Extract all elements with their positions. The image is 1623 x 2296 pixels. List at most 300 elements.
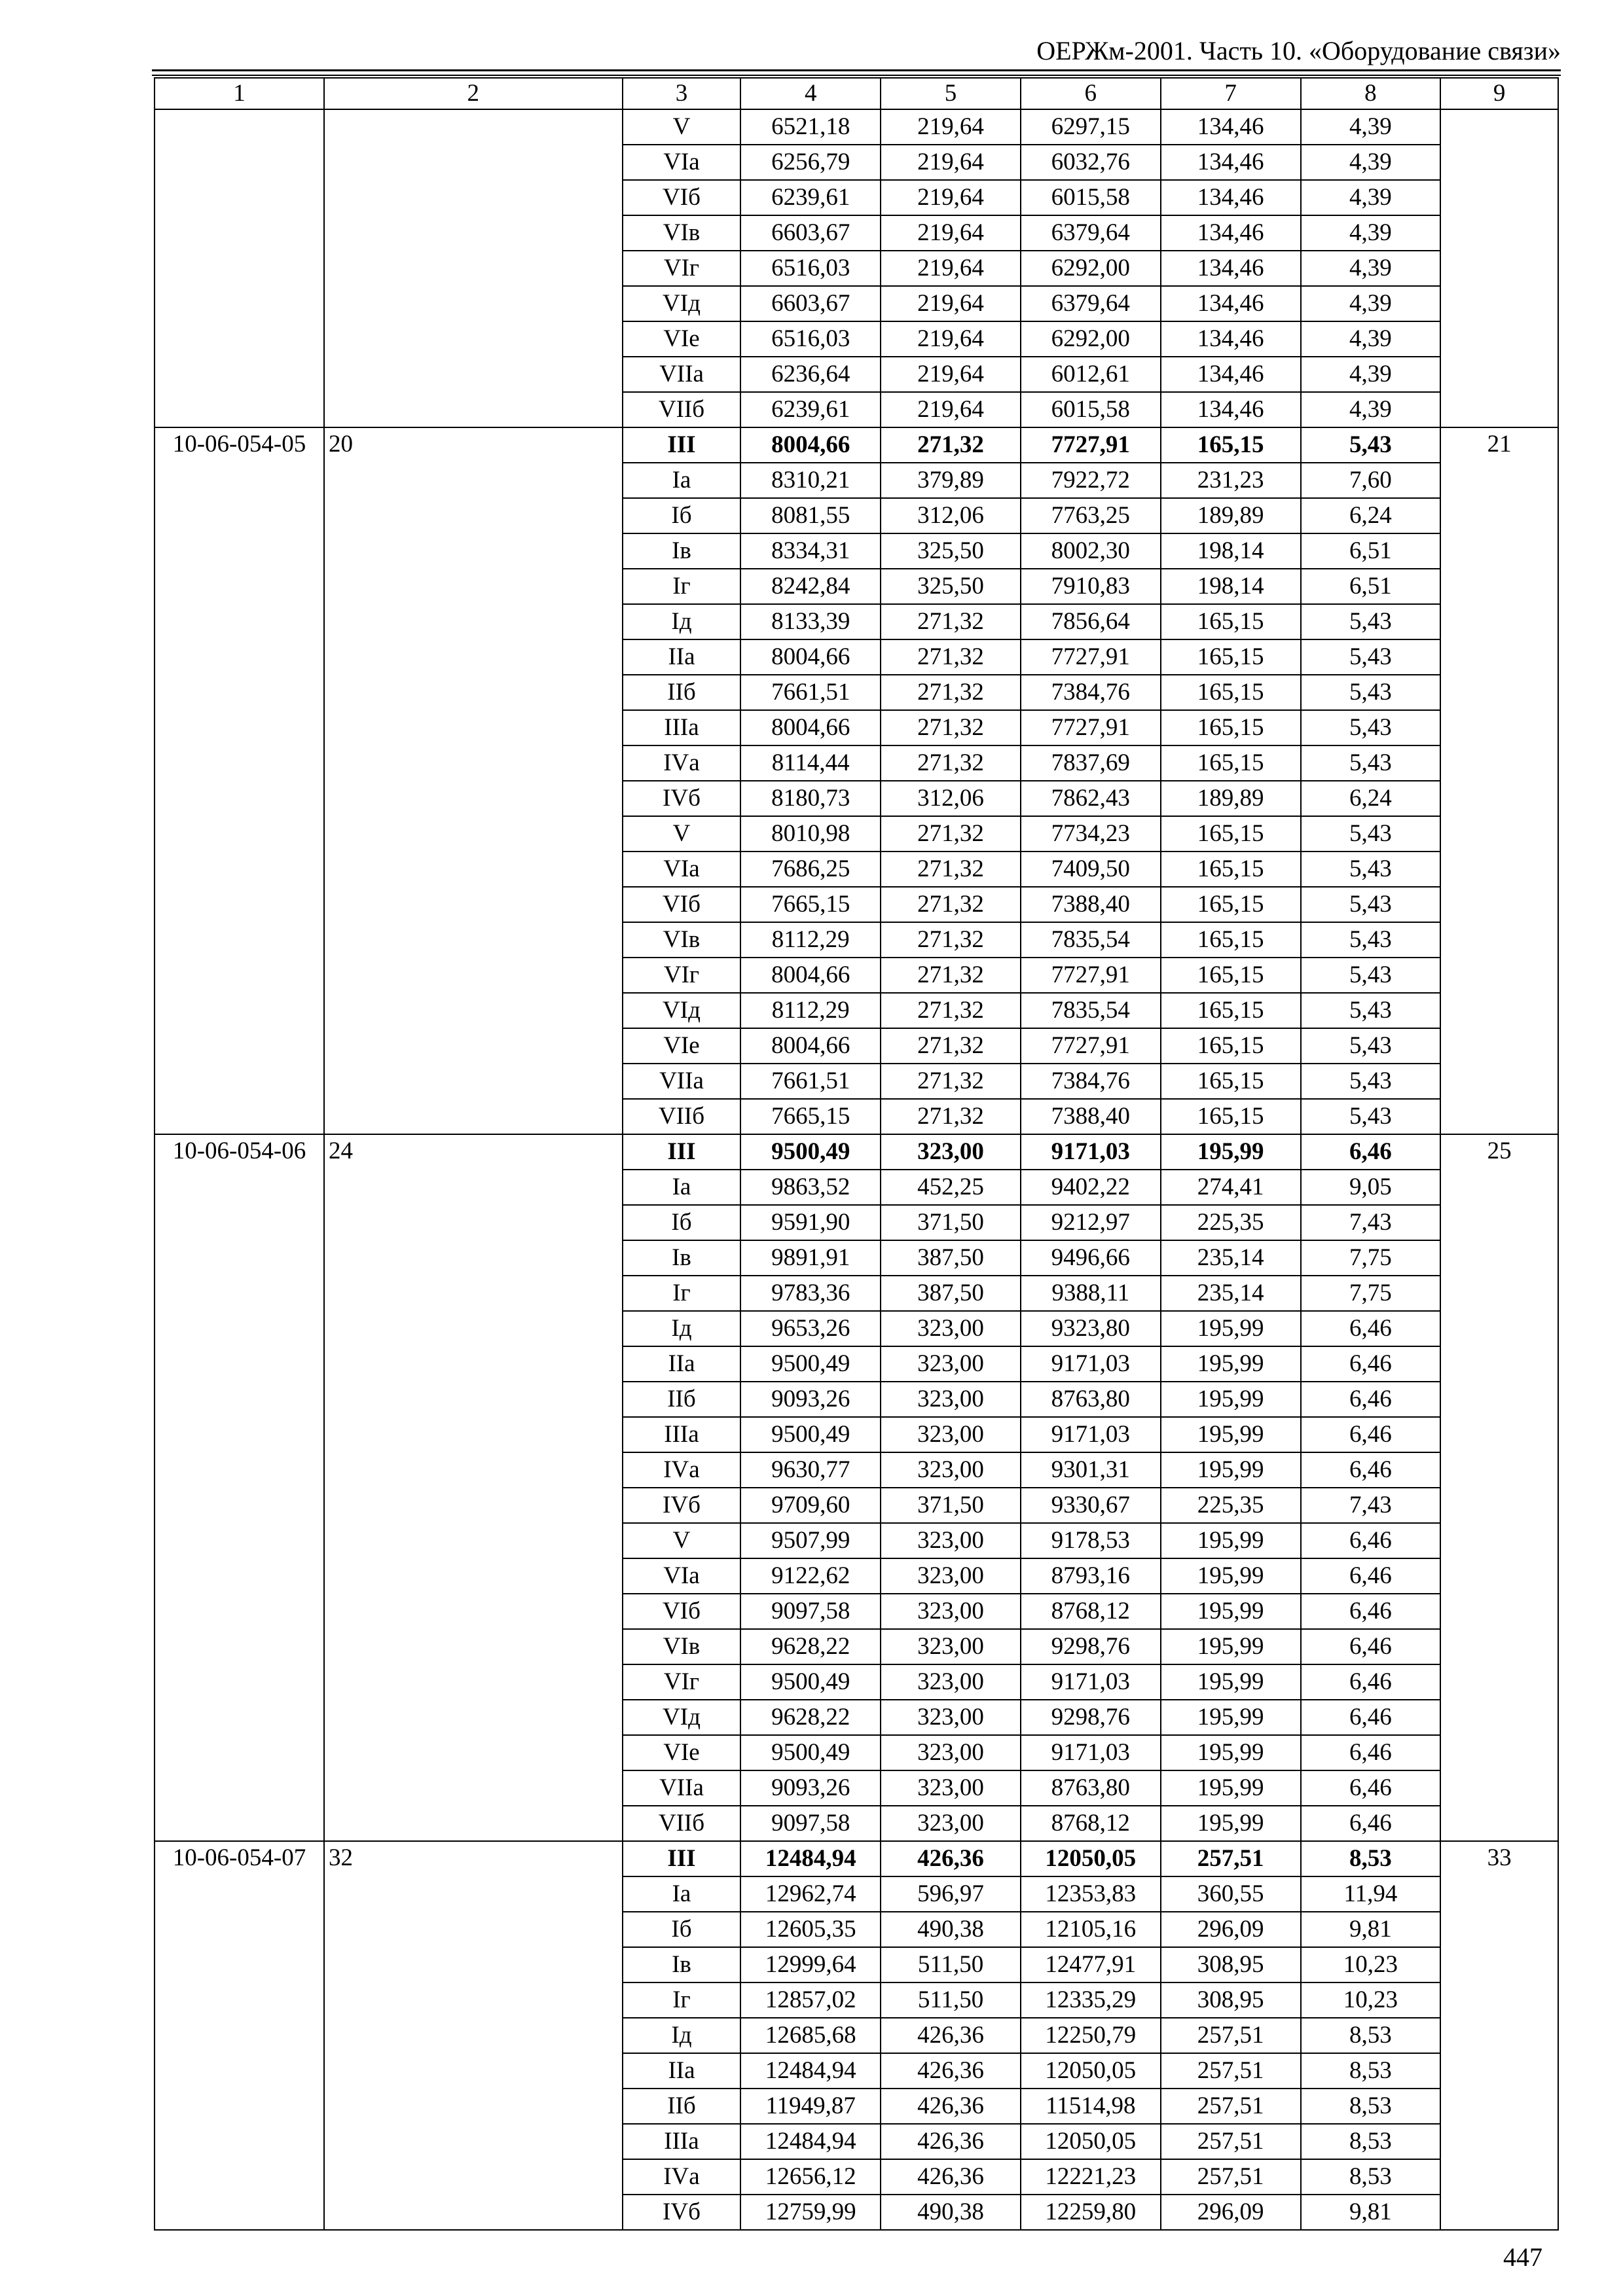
value-cell: 195,99 (1161, 1664, 1301, 1700)
value-cell: 9171,03 (1021, 1664, 1161, 1700)
value-cell: 5,43 (1301, 922, 1441, 958)
zone-cell: VIб (623, 1594, 741, 1629)
value-cell: 9630,77 (740, 1452, 881, 1488)
page-number: 447 (1503, 2242, 1542, 2272)
column-header: 9 (1440, 78, 1558, 109)
value-cell: 323,00 (881, 1523, 1021, 1558)
value-cell: 8,53 (1301, 1841, 1441, 1876)
value-cell: 5,43 (1301, 639, 1441, 675)
value-cell: 323,00 (881, 1700, 1021, 1735)
value-cell: 4,39 (1301, 357, 1441, 392)
value-cell: 8310,21 (740, 463, 881, 498)
value-cell: 165,15 (1161, 816, 1301, 852)
value-cell: 511,50 (881, 1947, 1021, 1982)
value-cell: 7,60 (1301, 463, 1441, 498)
table-row (155, 427, 1558, 463)
value-cell: 12656,12 (740, 2159, 881, 2195)
column-header: 4 (740, 78, 881, 109)
value-cell: 8010,98 (740, 816, 881, 852)
value-cell: 12050,05 (1021, 2124, 1161, 2159)
value-cell: 5,43 (1301, 958, 1441, 993)
value-cell: 8004,66 (740, 427, 881, 463)
value-cell: 5,43 (1301, 675, 1441, 710)
value-cell: 323,00 (881, 1735, 1021, 1770)
value-cell: 165,15 (1161, 639, 1301, 675)
value-cell: 165,15 (1161, 675, 1301, 710)
value-cell: 5,43 (1301, 427, 1441, 463)
value-cell: 426,36 (881, 2159, 1021, 2195)
value-cell: 271,32 (881, 922, 1021, 958)
table-row (155, 1841, 1558, 1876)
value-cell: 6,46 (1301, 1629, 1441, 1664)
value-cell: 4,39 (1301, 215, 1441, 251)
value-cell: 8793,16 (1021, 1558, 1161, 1594)
value-cell: 9097,58 (740, 1594, 881, 1629)
value-cell: 8242,84 (740, 569, 881, 604)
value-cell: 165,15 (1161, 852, 1301, 887)
rate-code-cell: 10-06-054-07 (155, 1841, 324, 2230)
value-cell: 165,15 (1161, 1099, 1301, 1134)
value-cell: 323,00 (881, 1558, 1021, 1594)
value-cell: 8002,30 (1021, 533, 1161, 569)
value-cell: 6379,64 (1021, 286, 1161, 321)
value-cell: 9653,26 (740, 1311, 881, 1346)
value-cell: 219,64 (881, 321, 1021, 357)
value-cell: 7727,91 (1021, 1028, 1161, 1064)
zone-cell: VIа (623, 852, 741, 887)
zone-cell: IVа (623, 745, 741, 781)
value-cell: 6239,61 (740, 392, 881, 427)
column-header: 7 (1161, 78, 1301, 109)
value-cell: 5,43 (1301, 745, 1441, 781)
unit-cell: 32 (324, 1841, 623, 2230)
value-cell: 9178,53 (1021, 1523, 1161, 1558)
zone-cell: VIб (623, 180, 741, 215)
value-cell: 271,32 (881, 958, 1021, 993)
value-cell: 6292,00 (1021, 321, 1161, 357)
value-cell: 195,99 (1161, 1629, 1301, 1664)
value-cell: 8133,39 (740, 604, 881, 639)
value-cell: 4,39 (1301, 251, 1441, 286)
value-cell: 9097,58 (740, 1806, 881, 1841)
value-cell: 6379,64 (1021, 215, 1161, 251)
value-cell: 134,46 (1161, 109, 1301, 145)
value-cell: 6,46 (1301, 1452, 1441, 1488)
zone-cell: VIв (623, 215, 741, 251)
value-cell: 134,46 (1161, 286, 1301, 321)
value-cell: 12605,35 (740, 1912, 881, 1947)
value-cell: 7409,50 (1021, 852, 1161, 887)
value-cell: 165,15 (1161, 887, 1301, 922)
value-cell: 12857,02 (740, 1982, 881, 2018)
value-cell: 9591,90 (740, 1205, 881, 1240)
value-cell: 8,53 (1301, 2124, 1441, 2159)
value-cell: 8004,66 (740, 958, 881, 993)
value-cell: 219,64 (881, 180, 1021, 215)
value-cell: 12259,80 (1021, 2195, 1161, 2230)
value-cell: 6236,64 (740, 357, 881, 392)
value-cell: 134,46 (1161, 145, 1301, 180)
value-cell: 7910,83 (1021, 569, 1161, 604)
column-header: 5 (881, 78, 1021, 109)
zone-cell: IVа (623, 1452, 741, 1488)
value-cell: 12221,23 (1021, 2159, 1161, 2195)
zone-cell: VIа (623, 145, 741, 180)
zone-cell: IIа (623, 1346, 741, 1382)
zone-cell: Iв (623, 1947, 741, 1982)
value-cell: 9500,49 (740, 1417, 881, 1452)
value-cell: 387,50 (881, 1276, 1021, 1311)
zone-cell: VIе (623, 1028, 741, 1064)
value-cell: 12050,05 (1021, 2053, 1161, 2089)
value-cell: 7665,15 (740, 1099, 881, 1134)
value-cell: 9388,11 (1021, 1276, 1161, 1311)
value-cell: 323,00 (881, 1346, 1021, 1382)
value-cell: 10,23 (1301, 1982, 1441, 2018)
zone-cell: IVб (623, 2195, 741, 2230)
column-header: 2 (324, 78, 623, 109)
column-header: 6 (1021, 78, 1161, 109)
value-cell: 6516,03 (740, 251, 881, 286)
value-cell: 195,99 (1161, 1417, 1301, 1452)
value-cell: 511,50 (881, 1982, 1021, 2018)
value-cell: 8112,29 (740, 922, 881, 958)
value-cell: 452,25 (881, 1170, 1021, 1205)
value-cell: 5,43 (1301, 604, 1441, 639)
value-cell: 426,36 (881, 1841, 1021, 1876)
value-cell: 12484,94 (740, 2124, 881, 2159)
value-cell: 219,64 (881, 286, 1021, 321)
value-cell: 5,43 (1301, 816, 1441, 852)
zone-cell: VIIа (623, 1064, 741, 1099)
value-cell: 5,43 (1301, 1064, 1441, 1099)
value-cell: 323,00 (881, 1770, 1021, 1806)
zone-cell: VIг (623, 1664, 741, 1700)
value-cell: 4,39 (1301, 145, 1441, 180)
value-cell: 8768,12 (1021, 1594, 1161, 1629)
value-cell: 6,46 (1301, 1558, 1441, 1594)
value-cell: 9301,31 (1021, 1452, 1161, 1488)
unit-cell: 20 (324, 427, 623, 1134)
value-cell: 8180,73 (740, 781, 881, 816)
value-cell: 9212,97 (1021, 1205, 1161, 1240)
value-cell: 6015,58 (1021, 180, 1161, 215)
value-cell: 7,75 (1301, 1240, 1441, 1276)
value-cell: 257,51 (1161, 2089, 1301, 2124)
value-cell: 195,99 (1161, 1594, 1301, 1629)
page-header-title: ОЕРЖм-2001. Часть 10. «Оборудование связи» (1036, 36, 1561, 65)
zone-cell: III (623, 1134, 741, 1170)
value-cell: 325,50 (881, 533, 1021, 569)
zone-cell: VIе (623, 1735, 741, 1770)
zone-cell: Iа (623, 1170, 741, 1205)
value-cell: 189,89 (1161, 781, 1301, 816)
value-cell: 9891,91 (740, 1240, 881, 1276)
column-header: 1 (155, 78, 324, 109)
zone-cell: VIв (623, 1629, 741, 1664)
value-cell: 9709,60 (740, 1488, 881, 1523)
zone-cell: Iб (623, 498, 741, 533)
zone-cell: VIе (623, 321, 741, 357)
value-cell: 235,14 (1161, 1276, 1301, 1311)
value-cell: 7661,51 (740, 1064, 881, 1099)
value-cell: 9298,76 (1021, 1700, 1161, 1735)
value-cell: 257,51 (1161, 2053, 1301, 2089)
table-row (155, 1134, 1558, 1170)
value-cell: 12759,99 (740, 2195, 881, 2230)
zone-cell: IVб (623, 1488, 741, 1523)
rate-code-cell (155, 109, 324, 427)
value-cell: 308,95 (1161, 1982, 1301, 2018)
zone-cell: VIг (623, 958, 741, 993)
value-cell: 9171,03 (1021, 1417, 1161, 1452)
value-cell: 6292,00 (1021, 251, 1161, 286)
value-cell: 6521,18 (740, 109, 881, 145)
value-cell: 271,32 (881, 816, 1021, 852)
value-cell: 7686,25 (740, 852, 881, 887)
zone-cell: IIIа (623, 710, 741, 745)
value-cell: 257,51 (1161, 2018, 1301, 2053)
value-cell: 195,99 (1161, 1770, 1301, 1806)
value-cell: 6,51 (1301, 533, 1441, 569)
value-cell: 312,06 (881, 781, 1021, 816)
value-cell: 9500,49 (740, 1346, 881, 1382)
zone-cell: III (623, 427, 741, 463)
value-cell: 490,38 (881, 1912, 1021, 1947)
zone-cell: Iг (623, 1276, 741, 1311)
value-cell: 271,32 (881, 427, 1021, 463)
column-header: 8 (1301, 78, 1441, 109)
value-cell: 9628,22 (740, 1700, 881, 1735)
value-cell: 8081,55 (740, 498, 881, 533)
zone-cell: V (623, 109, 741, 145)
value-cell: 12250,79 (1021, 2018, 1161, 2053)
zone-cell: Iа (623, 463, 741, 498)
value-cell: 165,15 (1161, 958, 1301, 993)
value-cell: 6032,76 (1021, 145, 1161, 180)
value-cell: 5,43 (1301, 993, 1441, 1028)
unit-cell: 24 (324, 1134, 623, 1841)
value-cell: 195,99 (1161, 1806, 1301, 1841)
table-body (155, 109, 1558, 2230)
value-cell: 189,89 (1161, 498, 1301, 533)
value-cell: 134,46 (1161, 357, 1301, 392)
zone-cell: VIIб (623, 1806, 741, 1841)
value-cell: 8763,80 (1021, 1770, 1161, 1806)
value-cell: 9323,80 (1021, 1311, 1161, 1346)
value-cell: 426,36 (881, 2124, 1021, 2159)
value-cell: 12962,74 (740, 1876, 881, 1912)
value-cell: 9402,22 (1021, 1170, 1161, 1205)
value-cell: 165,15 (1161, 710, 1301, 745)
value-cell: 325,50 (881, 569, 1021, 604)
value-cell: 7734,23 (1021, 816, 1161, 852)
value-cell: 6,46 (1301, 1311, 1441, 1346)
value-cell: 426,36 (881, 2053, 1021, 2089)
column-number-row (155, 78, 1558, 109)
column-9-cell (1440, 109, 1558, 427)
value-cell: 7,43 (1301, 1488, 1441, 1523)
value-cell: 7837,69 (1021, 745, 1161, 781)
value-cell: 8334,31 (740, 533, 881, 569)
value-cell: 6,46 (1301, 1346, 1441, 1382)
value-cell: 8,53 (1301, 2018, 1441, 2053)
value-cell: 12484,94 (740, 1841, 881, 1876)
value-cell: 219,64 (881, 392, 1021, 427)
value-cell: 6603,67 (740, 215, 881, 251)
value-cell: 257,51 (1161, 1841, 1301, 1876)
value-cell: 195,99 (1161, 1134, 1301, 1170)
value-cell: 6516,03 (740, 321, 881, 357)
value-cell: 6,46 (1301, 1594, 1441, 1629)
value-cell: 7727,91 (1021, 958, 1161, 993)
value-cell: 12353,83 (1021, 1876, 1161, 1912)
value-cell: 6603,67 (740, 286, 881, 321)
zone-cell: Iб (623, 1912, 741, 1947)
value-cell: 596,97 (881, 1876, 1021, 1912)
value-cell: 5,43 (1301, 887, 1441, 922)
value-cell: 4,39 (1301, 321, 1441, 357)
value-cell: 6,46 (1301, 1664, 1441, 1700)
zone-cell: VIIб (623, 392, 741, 427)
zone-cell: VIд (623, 1700, 741, 1735)
value-cell: 10,23 (1301, 1947, 1441, 1982)
value-cell: 219,64 (881, 109, 1021, 145)
value-cell: 323,00 (881, 1806, 1021, 1841)
value-cell: 379,89 (881, 463, 1021, 498)
value-cell: 6,24 (1301, 498, 1441, 533)
value-cell: 7384,76 (1021, 1064, 1161, 1099)
value-cell: 6015,58 (1021, 392, 1161, 427)
value-cell: 165,15 (1161, 922, 1301, 958)
value-cell: 195,99 (1161, 1523, 1301, 1558)
value-cell: 371,50 (881, 1205, 1021, 1240)
value-cell: 271,32 (881, 675, 1021, 710)
value-cell: 11,94 (1301, 1876, 1441, 1912)
value-cell: 12484,94 (740, 2053, 881, 2089)
value-cell: 12685,68 (740, 2018, 881, 2053)
value-cell: 8004,66 (740, 1028, 881, 1064)
value-cell: 5,43 (1301, 710, 1441, 745)
value-cell: 8768,12 (1021, 1806, 1161, 1841)
zone-cell: VIд (623, 993, 741, 1028)
value-cell: 7835,54 (1021, 922, 1161, 958)
value-cell: 426,36 (881, 2089, 1021, 2124)
value-cell: 165,15 (1161, 1028, 1301, 1064)
value-cell: 195,99 (1161, 1382, 1301, 1417)
zone-cell: VIв (623, 922, 741, 958)
zone-cell: Iб (623, 1205, 741, 1240)
value-cell: 195,99 (1161, 1452, 1301, 1488)
value-cell: 219,64 (881, 251, 1021, 286)
value-cell: 7727,91 (1021, 427, 1161, 463)
value-cell: 6012,61 (1021, 357, 1161, 392)
value-cell: 195,99 (1161, 1558, 1301, 1594)
value-cell: 12477,91 (1021, 1947, 1161, 1982)
value-cell: 323,00 (881, 1664, 1021, 1700)
table-header (155, 78, 1558, 109)
value-cell: 165,15 (1161, 427, 1301, 463)
column-9-cell: 33 (1440, 1841, 1558, 2230)
value-cell: 8004,66 (740, 710, 881, 745)
value-cell: 198,14 (1161, 569, 1301, 604)
zone-cell: V (623, 816, 741, 852)
value-cell: 9500,49 (740, 1134, 881, 1170)
value-cell: 7727,91 (1021, 710, 1161, 745)
value-cell: 271,32 (881, 887, 1021, 922)
value-cell: 11514,98 (1021, 2089, 1161, 2124)
value-cell: 5,43 (1301, 1099, 1441, 1134)
value-cell: 134,46 (1161, 392, 1301, 427)
value-cell: 271,32 (881, 1099, 1021, 1134)
value-cell: 7661,51 (740, 675, 881, 710)
value-cell: 271,32 (881, 639, 1021, 675)
value-cell: 9,81 (1301, 1912, 1441, 1947)
value-cell: 323,00 (881, 1417, 1021, 1452)
value-cell: 5,43 (1301, 852, 1441, 887)
value-cell: 271,32 (881, 745, 1021, 781)
value-cell: 7862,43 (1021, 781, 1161, 816)
value-cell: 12999,64 (740, 1947, 881, 1982)
rate-code-cell: 10-06-054-06 (155, 1134, 324, 1841)
zone-cell: IIа (623, 639, 741, 675)
value-cell: 134,46 (1161, 215, 1301, 251)
value-cell: 6297,15 (1021, 109, 1161, 145)
zone-cell: Iд (623, 1311, 741, 1346)
value-cell: 9093,26 (740, 1382, 881, 1417)
value-cell: 6,46 (1301, 1417, 1441, 1452)
unit-cell (324, 109, 623, 427)
table-row (155, 109, 1558, 145)
value-cell: 9500,49 (740, 1664, 881, 1700)
zone-cell: IIIа (623, 1417, 741, 1452)
zone-cell: IIб (623, 2089, 741, 2124)
value-cell: 323,00 (881, 1311, 1021, 1346)
zone-cell: Iг (623, 569, 741, 604)
value-cell: 5,43 (1301, 1028, 1441, 1064)
value-cell: 9863,52 (740, 1170, 881, 1205)
value-cell: 12050,05 (1021, 1841, 1161, 1876)
zone-cell: IIб (623, 675, 741, 710)
value-cell: 8,53 (1301, 2159, 1441, 2195)
value-cell: 225,35 (1161, 1488, 1301, 1523)
value-cell: 360,55 (1161, 1876, 1301, 1912)
value-cell: 9,05 (1301, 1170, 1441, 1205)
value-cell: 134,46 (1161, 251, 1301, 286)
value-cell: 4,39 (1301, 392, 1441, 427)
value-cell: 195,99 (1161, 1735, 1301, 1770)
value-cell: 6,24 (1301, 781, 1441, 816)
zone-cell: IIб (623, 1382, 741, 1417)
value-cell: 323,00 (881, 1594, 1021, 1629)
zone-cell: VIIа (623, 357, 741, 392)
value-cell: 271,32 (881, 710, 1021, 745)
value-cell: 6,46 (1301, 1523, 1441, 1558)
column-9-cell: 25 (1440, 1134, 1558, 1841)
zone-cell: VIа (623, 1558, 741, 1594)
value-cell: 9122,62 (740, 1558, 881, 1594)
value-cell: 323,00 (881, 1452, 1021, 1488)
value-cell: 296,09 (1161, 2195, 1301, 2230)
value-cell: 312,06 (881, 498, 1021, 533)
value-cell: 4,39 (1301, 180, 1441, 215)
value-cell: 4,39 (1301, 286, 1441, 321)
zone-cell: VIIб (623, 1099, 741, 1134)
value-cell: 7384,76 (1021, 675, 1161, 710)
value-cell: 165,15 (1161, 604, 1301, 639)
value-cell: 323,00 (881, 1134, 1021, 1170)
value-cell: 219,64 (881, 357, 1021, 392)
